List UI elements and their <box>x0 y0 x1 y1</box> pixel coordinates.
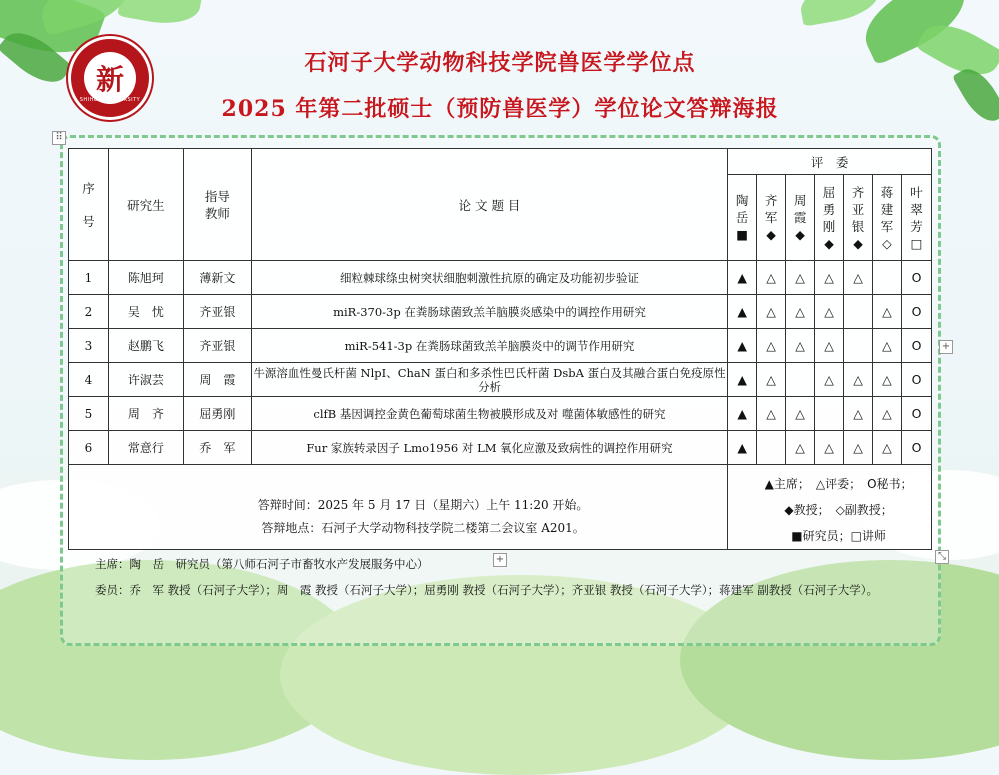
role-mark: △ <box>815 363 844 397</box>
role-mark: △ <box>786 397 815 431</box>
role-mark: △ <box>873 363 902 397</box>
row-number: 4 <box>69 363 109 397</box>
role-mark: △ <box>786 431 815 465</box>
judge-header <box>873 175 902 261</box>
student-name: 赵鹏飞 <box>108 329 183 363</box>
footer-chair: 主席：陶 岳 研究员（第八师石河子市畜牧水产发展服务中心） <box>95 557 429 571</box>
logo-ring-text: SHIHEZI UNIVERSITY <box>79 97 141 103</box>
table-row <box>69 295 932 329</box>
role-mark: △ <box>757 295 786 329</box>
judge-header <box>815 175 844 261</box>
thesis-topic: miR-370-3p 在粪肠球菌致羔羊脑膜炎感染中的调控作用研究 <box>251 295 727 329</box>
header-committee: 评 委 <box>728 149 932 175</box>
judge-name-char: 建 <box>880 201 894 217</box>
judge-title-mark: ■ <box>736 227 749 242</box>
role-mark: △ <box>786 295 815 329</box>
role-mark: ▲ <box>728 295 757 329</box>
student-name: 常意行 <box>108 431 183 465</box>
defense-schedule-table <box>68 148 932 550</box>
role-mark: O <box>901 295 931 329</box>
judge-header <box>786 175 815 261</box>
role-mark: △ <box>786 329 815 363</box>
table-row <box>69 363 932 397</box>
judge-name-char: 刚 <box>822 218 836 234</box>
header-advisor: 指导教师 <box>183 149 251 261</box>
role-mark: △ <box>844 431 873 465</box>
judge-header <box>844 175 873 261</box>
add-row-icon[interactable]: + <box>493 553 507 567</box>
role-mark: △ <box>873 397 902 431</box>
poster-title-line2: 2025 年第二批硕士（预防兽医学）学位论文答辩海报 <box>221 96 779 122</box>
footer-members: 委员：乔 军 教授（石河子大学）；周 霞 教授（石河子大学）；屈勇刚 教授（石河子大学）；齐亚银 教授（石河子大学）；蒋建军 副教授（石河子大学）。 <box>95 583 879 597</box>
thesis-topic: 细粒棘球绦虫树突状细胞刺激性抗原的确定及功能初步验证 <box>251 261 727 295</box>
row-number: 3 <box>69 329 109 363</box>
defense-place: 答辩地点：石河子大学动物科技学院二楼第二会议室 A201。 <box>261 521 585 535</box>
row-number: 6 <box>69 431 109 465</box>
header-seq: 序 号 <box>69 149 109 261</box>
role-mark: O <box>901 329 931 363</box>
row-number: 1 <box>69 261 109 295</box>
header-student: 研究生 <box>108 149 183 261</box>
judge-header <box>728 175 757 261</box>
role-mark: △ <box>873 329 902 363</box>
table-move-handle-icon[interactable]: ⠿ <box>52 131 66 145</box>
role-mark: △ <box>873 295 902 329</box>
university-logo <box>68 36 152 120</box>
table-row <box>69 329 932 363</box>
defense-time: 答辩时间：2025 年 5 月 17 日（星期六）上午 11:20 开始。 <box>257 498 589 512</box>
role-mark: ▲ <box>728 431 757 465</box>
role-mark: ▲ <box>728 397 757 431</box>
row-number: 2 <box>69 295 109 329</box>
judge-title-mark: ◆ <box>824 235 834 251</box>
thesis-topic: Fur 家族转录因子 Lmo1956 对 LM 氧化应激及致病性的调控作用研究 <box>251 431 727 465</box>
judge-name-char: 屈 <box>822 184 836 200</box>
judge-name-char: 周 <box>793 193 807 208</box>
role-mark: △ <box>786 261 815 295</box>
role-mark: △ <box>815 295 844 329</box>
advisor-name: 齐亚银 <box>183 295 251 329</box>
add-column-icon[interactable]: + <box>939 340 953 354</box>
judge-name-char: 军 <box>880 218 894 234</box>
role-mark: △ <box>844 363 873 397</box>
role-mark: O <box>901 431 931 465</box>
role-mark: △ <box>815 261 844 295</box>
role-mark <box>844 329 873 363</box>
advisor-name: 齐亚银 <box>183 329 251 363</box>
judge-name-char: 芳 <box>910 218 923 234</box>
judge-name-char: 翠 <box>910 201 923 217</box>
judge-name-char: 银 <box>851 218 865 234</box>
table-row <box>69 397 932 431</box>
role-mark <box>786 363 815 397</box>
role-mark: △ <box>757 397 786 431</box>
judge-title-mark: ◆ <box>853 235 863 251</box>
role-mark: △ <box>757 261 786 295</box>
table-row <box>69 431 932 465</box>
student-name: 许淑芸 <box>108 363 183 397</box>
role-mark: △ <box>815 329 844 363</box>
judge-name-char: 军 <box>764 210 778 225</box>
header-topic: 论 文 题 目 <box>251 149 727 261</box>
poster-title-line1: 石河子大学动物科技学院兽医学学位点 <box>304 50 696 76</box>
row-number: 5 <box>69 397 109 431</box>
judge-name-char: 齐 <box>851 184 865 200</box>
legend-line1: ▲主席； △评委； O秘书； <box>764 477 913 491</box>
judge-name-char: 叶 <box>910 184 923 200</box>
defense-info <box>69 465 728 550</box>
advisor-name: 乔 军 <box>183 431 251 465</box>
judge-name-char: 勇 <box>822 201 836 217</box>
judge-name-char: 岳 <box>735 210 749 225</box>
judge-title-mark: ◇ <box>882 235 892 251</box>
role-mark: O <box>901 397 931 431</box>
judge-name-char: 陶 <box>735 193 749 208</box>
role-mark: △ <box>873 431 902 465</box>
thesis-topic: miR-541-3p 在粪肠球菌致羔羊脑膜炎中的调节作用研究 <box>251 329 727 363</box>
judge-name-char: 亚 <box>851 201 865 217</box>
student-name: 周 齐 <box>108 397 183 431</box>
thesis-topic: clfB 基因调控金黄色葡萄球菌生物被膜形成及对 噬菌体敏感性的研究 <box>251 397 727 431</box>
role-mark: ▲ <box>728 363 757 397</box>
resize-handle-icon[interactable]: ⤡ <box>935 550 949 564</box>
judge-header <box>901 175 931 261</box>
role-mark: ▲ <box>728 329 757 363</box>
role-mark <box>757 431 786 465</box>
legend <box>728 465 932 550</box>
legend-line2: ◆教授； ◇副教授； <box>784 503 893 517</box>
advisor-name: 薄新文 <box>183 261 251 295</box>
role-mark: △ <box>815 431 844 465</box>
table-row <box>69 261 932 295</box>
role-mark <box>873 261 902 295</box>
student-name: 吴 忧 <box>108 295 183 329</box>
role-mark: △ <box>757 329 786 363</box>
role-mark <box>815 397 844 431</box>
legend-line3: ■研究员；□讲师 <box>791 529 886 543</box>
judge-name-char: 齐 <box>764 193 778 208</box>
role-mark <box>844 295 873 329</box>
logo-glyph: 新 <box>84 52 136 104</box>
role-mark: ▲ <box>728 261 757 295</box>
role-mark: O <box>901 261 931 295</box>
role-mark: △ <box>844 397 873 431</box>
judge-title-mark: ◆ <box>766 227 776 242</box>
student-name: 陈旭珂 <box>108 261 183 295</box>
role-mark: △ <box>844 261 873 295</box>
judge-title-mark: □ <box>910 235 923 251</box>
thesis-topic: 牛源溶血性曼氏杆菌 NlpI、ChaN 蛋白和多杀性巴氏杆菌 DsbA 蛋白及其融合蛋白免疫原性分析 <box>251 363 727 397</box>
role-mark: △ <box>757 363 786 397</box>
judge-header <box>757 175 786 261</box>
judge-name-char: 蒋 <box>880 184 894 200</box>
judge-name-char: 霞 <box>793 210 807 225</box>
advisor-name: 屈勇刚 <box>183 397 251 431</box>
judge-title-mark: ◆ <box>795 227 805 242</box>
role-mark: O <box>901 363 931 397</box>
advisor-name: 周 霞 <box>183 363 251 397</box>
